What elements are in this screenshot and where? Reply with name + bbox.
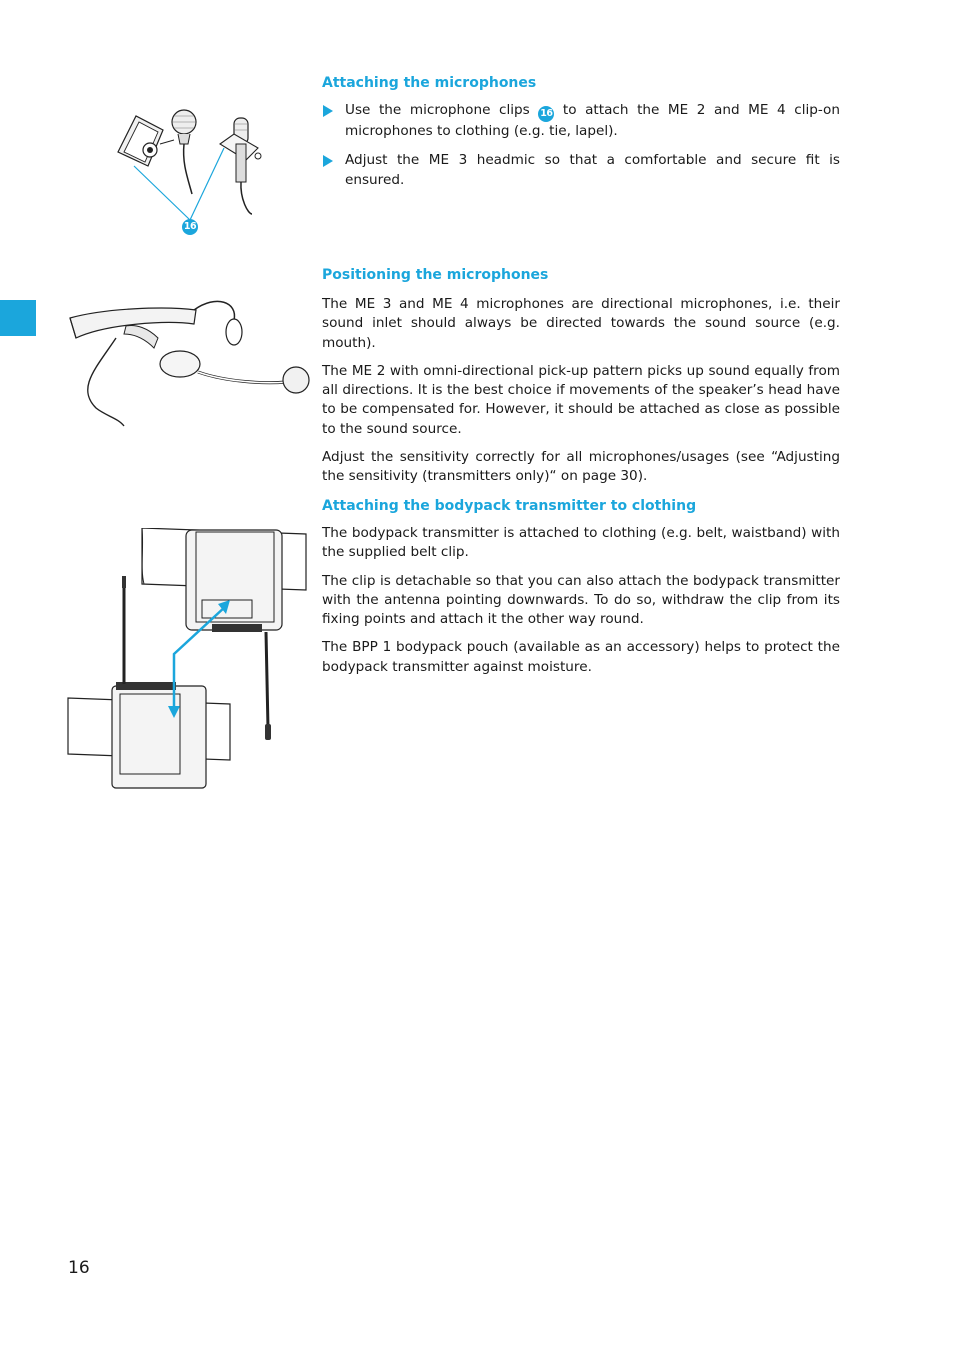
body-paragraph: The clip is detachable so that you can also attach the bodypack transmitter with the antenna pointing downwards. To do so, withdraw the clip from its fixing points and attach it the other way round. bbox=[322, 572, 840, 628]
arrow-bullet-icon bbox=[323, 105, 333, 117]
callout-number-badge: 16 bbox=[182, 219, 198, 235]
body-paragraph: The ME 2 with omni-directional pick-up pattern picks up sound equally from all directions. It is the best choice if movements of the speaker’s head have to be compensated for. However, it should be attached as close as possible to the sound source. bbox=[322, 362, 840, 437]
microphone-clips-illustration bbox=[108, 104, 278, 248]
bodypack-transmitter-illustration bbox=[66, 528, 314, 794]
section-bodypack-attachment bbox=[322, 497, 840, 677]
section-heading: Positioning the microphones bbox=[322, 267, 549, 283]
body-paragraph: The BPP 1 bodypack pouch (available as an accessory) helps to protect the bodypack transmitter against moisture. bbox=[322, 639, 840, 675]
section-positioning-microphones bbox=[322, 266, 840, 487]
section-attaching-microphones bbox=[322, 74, 840, 190]
page-number: 16 bbox=[68, 1258, 90, 1278]
arrow-bullet-icon bbox=[323, 155, 333, 167]
reference-number-badge: 16 bbox=[538, 106, 554, 122]
section-heading: Attaching the bodypack transmitter to clothing bbox=[322, 498, 697, 514]
body-paragraph: The bodypack transmitter is attached to clothing (e.g. belt, waistband) with the supplied belt clip. bbox=[322, 525, 840, 561]
instruction-step bbox=[322, 101, 840, 141]
chapter-tab-marker bbox=[0, 300, 36, 336]
instruction-text-end: to attach the ME 2 and ME 4 clip-on microphones to clothing (e.g. tie, lapel). bbox=[345, 102, 840, 139]
instruction-text: Adjust the ME 3 headmic so that a comfortable and secure fit is ensured. bbox=[345, 152, 840, 188]
body-paragraph: Adjust the sensitivity correctly for all microphones/usages (see “Adjusting the sensitivity (transmitters only)“ on page 30). bbox=[322, 449, 840, 485]
headmic-illustration bbox=[66, 298, 314, 432]
body-paragraph: The ME 3 and ME 4 microphones are directional microphones, i.e. their sound inlet should always be directed towards the sound source (e.g. mouth). bbox=[322, 296, 840, 351]
section-heading: Attaching the microphones bbox=[322, 75, 537, 91]
instruction-text-start: Use the microphone clips bbox=[345, 102, 530, 118]
instruction-step bbox=[322, 151, 840, 190]
